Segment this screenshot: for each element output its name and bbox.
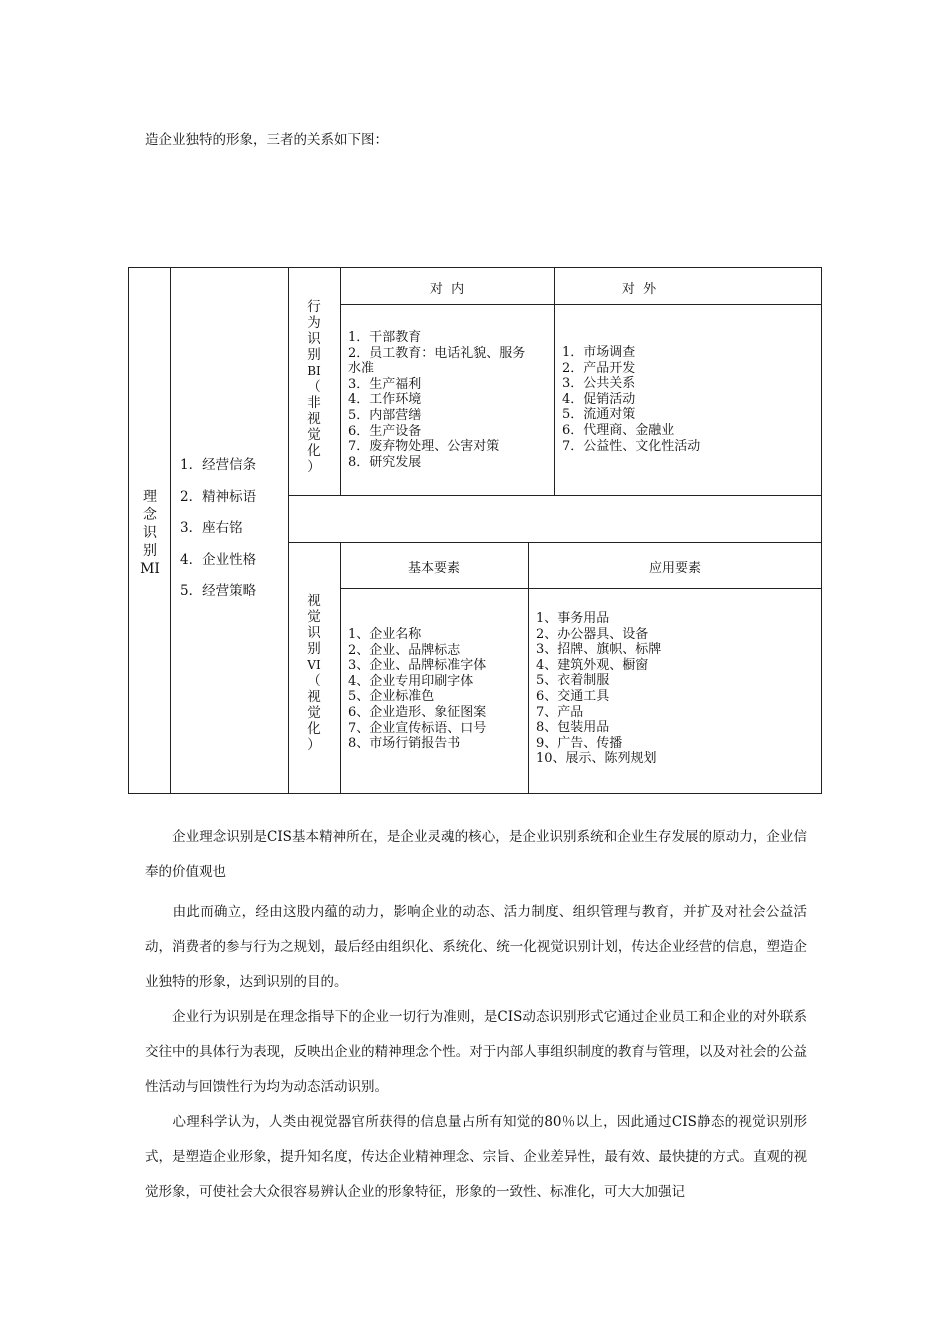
divider	[554, 267, 555, 496]
list-item: 5．内部营缮	[348, 407, 422, 423]
list-item: 8、包装用品	[536, 720, 610, 736]
list-item: 2、办公器具、设备	[536, 626, 649, 642]
list-item: 6、企业造形、象征图案	[348, 704, 487, 720]
bi-label-char: 别	[307, 347, 321, 363]
list-item: 2、企业、品牌标志	[348, 642, 461, 658]
vi-applied-items	[536, 611, 661, 767]
intro-line: 造企业独特的形象，三者的关系如下图：	[145, 132, 388, 148]
vi-label-char: VI	[307, 658, 321, 672]
list-item: 3．公共关系	[562, 376, 636, 392]
paragraph-vi: 心理科学认为，人类由视觉器官所获得的信息量占所有知觉的80％以上，因此通过CIS静态的视觉识别形式，是塑造企业形象，提升知名度，传达企业精神理念、宗旨、企业差异性，最有效、最快捷的方式。直观的视觉形象，可使社会大众很容易辨认企业的形象特征，形象的一致性、标准化，可大大加强记	[145, 1114, 807, 1200]
bi-inner-header: 对 内	[429, 282, 465, 297]
vi-label-char: 视	[307, 689, 321, 705]
vi-label-char: 化	[307, 721, 321, 737]
list-item: 3、招牌、旗帜、标牌	[536, 642, 662, 658]
bi-inner-items	[348, 330, 525, 470]
bi-label-char: 为	[307, 315, 321, 331]
list-item: 1、事务用品	[536, 611, 610, 626]
list-item: 7．废弃物处理、公害对策	[348, 439, 500, 455]
list-item: 2．产品开发	[562, 360, 636, 376]
bi-label-char: 非	[307, 395, 321, 411]
vi-basic-header: 基本要素	[407, 561, 460, 576]
divider	[288, 495, 822, 496]
divider	[340, 588, 822, 589]
divider	[288, 267, 289, 794]
mi-item: 2．精神标语	[180, 488, 257, 505]
list-item: 4、建筑外观、橱窗	[536, 657, 649, 673]
list-item: 7、企业宣传标语、口号	[348, 720, 487, 736]
list-item: 1、企业名称	[348, 627, 422, 642]
list-item: 4、企业专用印刷字体	[348, 673, 474, 689]
bi-label-char: 行	[307, 299, 321, 315]
paragraph-mi: 企业理念识别是CIS基本精神所在，是企业灵魂的核心，是企业识别系统和企业生存发展的原动力，企业信奉的价值观也	[145, 829, 807, 880]
mi-item: 5．经营策略	[180, 583, 257, 599]
list-item: 5、企业标准色	[348, 689, 435, 705]
divider	[340, 267, 341, 496]
vi-label-char: 别	[307, 641, 321, 657]
bi-label-char: 识	[307, 331, 321, 347]
paragraph-bi: 企业行为识别是在理念指导下的企业一切行为准则，是CIS动态识别形式它通过企业员工和企业的对外联系交往中的具体行为表现，反映出企业的精神理念个性。对于内部人事组织制度的教育与管理，以及对社会的公益性活动与回馈性行为均为动态活动识别。	[145, 1009, 807, 1095]
paragraph-mi-continued: 由此而确立，经由这股内蕴的动力，影响企业的动态、活力制度、组织管理与教育，并扩及对社会公益活动，消费者的参与行为之规划，最后经由组织化、系统化、统一化视觉识别计划，传达企业经营的信息，塑造企业独特的形象，达到识别的目的。	[145, 904, 807, 990]
bi-label	[302, 299, 326, 475]
list-item: 6．生产设备	[348, 423, 422, 439]
list-item: 10、展示、陈列规划	[536, 751, 657, 767]
vi-label	[302, 593, 326, 753]
list-item: 7、产品	[536, 704, 584, 720]
list-item: 1．市场调查	[562, 345, 636, 360]
list-item: 4．工作环境	[348, 392, 422, 408]
mi-items	[180, 450, 256, 608]
divider	[288, 542, 822, 543]
list-item: 9、广告、传播	[536, 735, 623, 751]
mi-label-char: 识	[143, 525, 157, 541]
bi-label-char: 视	[307, 411, 321, 427]
vi-applied-header: 应用要素	[648, 561, 701, 576]
mi-label-char: 别	[143, 543, 157, 559]
mi-item: 1．经营信条	[180, 457, 257, 473]
list-item: 1．干部教育	[348, 330, 422, 345]
divider	[528, 542, 529, 794]
vi-label-char: 视	[307, 593, 321, 609]
divider	[170, 267, 171, 794]
list-item: 水准	[348, 361, 375, 377]
vi-basic-items	[348, 627, 486, 752]
divider	[340, 542, 341, 794]
vi-label-char: 识	[307, 625, 321, 641]
list-item: 8、市场行销报告书	[348, 736, 461, 752]
list-item: 8．研究发展	[348, 454, 422, 470]
mi-label-char: 念	[143, 507, 157, 523]
list-item: 6．代理商、金融业	[562, 422, 675, 438]
list-item: 5．流通对策	[562, 407, 636, 423]
mi-label	[138, 488, 162, 578]
list-item: 4．促销活动	[562, 391, 636, 407]
divider	[340, 304, 822, 305]
bi-label-char: 觉	[307, 427, 321, 443]
vi-label-char: 觉	[307, 705, 321, 721]
list-item: 2．员工教育：电话礼貌、服务	[348, 345, 526, 361]
bi-label-char: BI	[307, 364, 321, 378]
vi-label-char: ）	[307, 737, 321, 753]
mi-label-char: MI	[140, 561, 160, 577]
mi-label-char: 理	[143, 489, 157, 505]
list-item: 3、企业、品牌标准字体	[348, 658, 487, 674]
bi-label-char: 化	[307, 443, 321, 459]
list-item: 5、衣着制服	[536, 673, 610, 689]
bi-label-char: ）	[307, 459, 321, 475]
vi-label-char: 觉	[307, 609, 321, 625]
bi-label-char: （	[307, 379, 321, 395]
bi-outer-items	[562, 345, 700, 454]
mi-item: 3．座右铭	[180, 520, 243, 536]
bi-outer-header: 对 外	[621, 282, 657, 297]
mi-item: 4．企业性格	[180, 551, 257, 568]
list-item: 6、交通工具	[536, 688, 610, 704]
list-item: 3．生产福利	[348, 376, 422, 392]
list-item: 7．公益性、文化性活动	[562, 438, 701, 454]
vi-label-char: （	[307, 673, 321, 689]
